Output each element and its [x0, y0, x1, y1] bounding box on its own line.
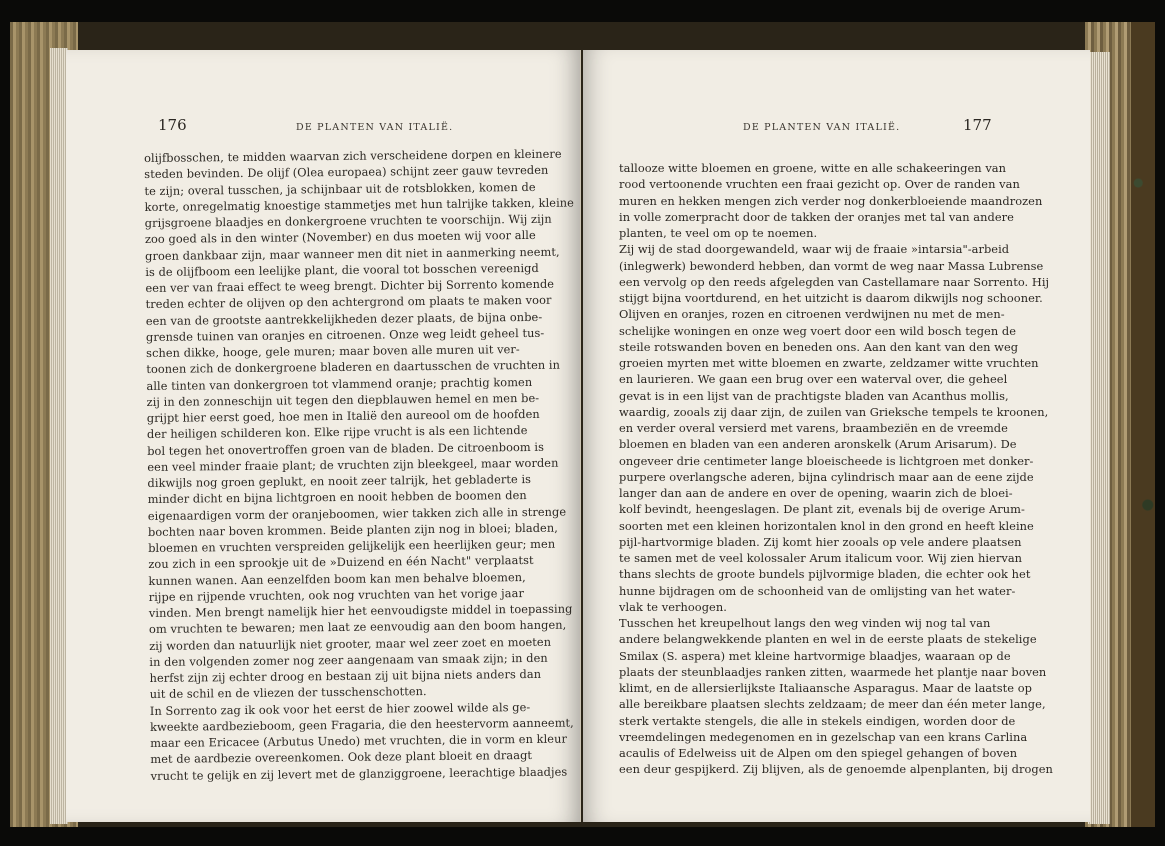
text-line: uit de schil en de vliezen der tusschenschotten.: [149, 684, 427, 702]
text-line: bol tegen het onovertroffen groen van de bladen. De citroenboom is: [147, 439, 545, 458]
text-line: bochten naar boven krommen. Beide planten zijn nog in bloei; bladen,: [147, 520, 558, 539]
text-line: te zijn; overal tusschen, ja schijnbaar uit de rotsblokken, komen de: [144, 179, 536, 198]
text-line: sterk vertakte stengels, die alle in stekels eindigen, worden door de: [619, 713, 1016, 728]
text-line: bloemen en vruchten verspreiden gelijkelijk een heerlijken geur; men: [148, 536, 556, 555]
text-line: kweekte aardbezieboom, geen Fragaria, die den heestervorm aanneemt,: [149, 715, 574, 734]
left-running-head: DE PLANTEN VAN ITALIË.: [296, 122, 454, 133]
text-line: herfst zijn zij echter droog en bestaan zij uit bijna niets anders dan: [149, 666, 542, 685]
text-line: andere belangwekkende planten en wel in de eerste plaats de stekelige: [619, 632, 1037, 647]
text-line: toonen zich de donkergroene bladeren en daartusschen de vruchten in: [146, 357, 561, 377]
text-line: rijpe en rijpende vruchten, ook nog vruchten van het vorige jaar: [148, 585, 524, 604]
text-line: planten, te veel om op te noemen.: [619, 226, 818, 240]
text-line: zoo goed als in den winter (November) en dus moeten wij voor alle: [144, 228, 536, 247]
text-line: en laurieren. We gaan een brug over een waterval over, die geheel: [619, 372, 1008, 387]
text-line: (inlegwerk) bewonderd hebben, dan vormt de weg naar Massa Lubrense: [619, 258, 1044, 273]
text-line: en verder overal versierd met varens, braambeziën en de vreemde: [619, 421, 1008, 435]
text-line: bloemen en bladen van een anderen aronskelk (Arum Arisarum). De: [619, 437, 1017, 452]
text-line: een deur gespijkerd. Zij blijven, als de genoemde alpenplanten, bij drogen: [619, 762, 1053, 777]
text-line: gevat is in een lijst van de prachtigste bladen van Acanthus mollis,: [619, 388, 1009, 403]
text-line: Zij wij de stad doorgewandeld, waar wij de fraaie »intarsia"-arbeid: [619, 242, 1010, 257]
text-line: een van de grootste aantrekkelijkheden dezer plaats, de bijna onbe-: [145, 309, 543, 328]
left-page: [66, 50, 581, 822]
text-line: plaats der steunblaadjes ranken zitten, waarmede het plantje naar boven: [619, 664, 1047, 679]
text-line: grijpt hier eerst goed, hoe men in Italië den aureool om de hoofden: [146, 406, 540, 425]
text-line: maar een Ericacee (Arbutus Unedo) met vruchten, die in vorm en kleur: [150, 731, 568, 750]
right-page: [583, 50, 1090, 822]
text-line: kolf bevindt, heengeslagen. De plant zit, evenals bij de overige Arum-: [619, 502, 1025, 517]
text-line: stijgt bijna voortdurend, en het uitzicht is daarom dikwijls nog schooner.: [619, 291, 1043, 305]
text-line: in volle zomerpracht door de takken der oranjes met tal van andere: [619, 209, 1014, 224]
text-line: dikwijls nog groen geplukt, en nooit zeer talrijk, het gebladerte is: [147, 471, 532, 490]
page-edges-right: [1088, 52, 1110, 824]
text-line: der heiligen schilderen kon. Elke rijpe vrucht is als een lichtende: [146, 423, 528, 442]
left-page-body: [144, 146, 580, 784]
right-page-body: [619, 160, 1053, 778]
text-line: zou zich in een sprookje uit de »Duizend en één Nacht" verplaatst: [148, 553, 534, 572]
text-line: in den volgenden zomer nog zeer aangenaam van smaak zijn; in den: [149, 650, 548, 669]
text-line: In Sorrento zag ik ook voor het eerst de hier zoowel wilde als ge-: [149, 699, 531, 718]
text-line: klimt, en de allersierlijkste Italiaansche Asparagus. Maar de laatste op: [619, 681, 1033, 695]
text-line: zij in den zonneschijn uit tegen den diepblauwen hemel en men be-: [146, 390, 540, 409]
text-line: steile rotswanden boven en beneden ons. Aan den kant van den weg: [619, 339, 1019, 354]
text-line: zij worden dan natuurlijk niet grooter, maar wel zeer zoet en moeten: [149, 634, 552, 653]
text-line: minder dicht en bijna lichtgroen en nooit hebben de boomen den: [147, 488, 527, 507]
text-line: olijfbosschen, te midden waarvan zich verscheidene dorpen en kleinere: [144, 146, 562, 165]
text-line: groen dankbaar zijn, maar wanneer men dit niet in aanmerking neemt,: [145, 244, 560, 263]
text-line: een vervolg op den reeds afgelegden van Castellamare naar Sorrento. Hij: [619, 274, 1050, 289]
text-line: korte, onregelmatig knoestige stammetjes met hun talrijke takken, kleine: [144, 195, 574, 214]
text-line: Tusschen het kreupelhout langs den weg vinden wij nog tal van: [619, 616, 991, 630]
text-line: langer dan aan de andere en over de opening, waarin zich de bloei-: [619, 486, 1013, 500]
book: [10, 22, 1155, 827]
text-line: acaulis of Edelweiss uit de Alpen om den spiegel gehangen of boven: [619, 746, 1018, 760]
right-running-head: DE PLANTEN VAN ITALIË.: [743, 122, 901, 133]
text-line: tallooze witte bloemen en groene, witte en alle schakeeringen van: [619, 161, 1007, 175]
text-line: rood vertoonende vruchten een fraai gezicht op. Over de randen van: [619, 177, 1020, 192]
text-line: kunnen wanen. Aan eenzelfden boom kan men behalve bloemen,: [148, 569, 526, 588]
text-line: met de aardbezie overeenkomen. Ook deze plant bloeit en draagt: [150, 748, 533, 767]
text-line: waardig, zooals zij daar zijn, de zuilen van Grieksche tempels te kroonen,: [619, 404, 1049, 419]
text-line: muren en hekken mengen zich verder nog donkerbloeiende maandrozen: [619, 193, 1043, 208]
text-line: pijl-hartvormige bladen. Zij komt hier zooals op vele andere plaatsen: [619, 534, 1022, 549]
text-line: thans slechts de groote bundels pijlvormige bladen, die echter ook het: [619, 567, 1031, 582]
text-line: vrucht te gelijk en zij levert met de glanziggroene, leerachtige blaadjes: [150, 764, 568, 783]
text-line: hunne bijdragen om de schoonheid van de omlijsting van het water-: [619, 583, 1016, 598]
text-line: vinden. Men brengt namelijk hier het eenvoudigste middel in toepassing: [148, 601, 573, 620]
left-page-number: 176: [158, 116, 187, 134]
text-line: te samen met de veel kolossaler Arum italicum voor. Wij zien hiervan: [619, 551, 1023, 565]
text-line: ongeveer drie centimeter lange bloeischeede is lichtgroen met donker-: [619, 453, 1034, 468]
text-line: purpere overlangsche aderen, bijna cylindrisch maar aan de eene zijde: [619, 469, 1034, 484]
text-line: is de olijfboom een leelijke plant, die vooral tot bosschen vereenigd: [145, 260, 539, 279]
text-line: treden echter de olijven op den achtergrond om plaats te maken voor: [145, 292, 552, 312]
text-line: grijsgroene blaadjes en donkergroene vruchten te voorschijn. Wij zijn: [144, 211, 552, 230]
text-line: vlak te verhoogen.: [619, 599, 727, 614]
text-line: steden bevinden. De olijf (Olea europaea) schijnt zeer gauw tevreden: [144, 163, 549, 182]
text-line: schen dikke, hooge, gele muren; maar boven alle muren uit ver-: [146, 342, 520, 360]
text-line: een ver van fraai effect te weeg brengt. Dichter bij Sorrento komende: [145, 276, 555, 295]
text-line: om vruchten te bewaren; men laat ze eenvoudig aan den boom hangen,: [148, 617, 567, 637]
text-line: groeien myrten met witte bloemen en zwarte, zeldzamer witte vruchten: [619, 356, 1039, 370]
text-line: soorten met een kleinen horizontalen knol in den grond en heeft kleine: [619, 518, 1034, 533]
text-line: grensde tuinen van oranjes en citroenen. Onze weg leidt geheel tus-: [145, 325, 545, 344]
right-page-number: 177: [963, 116, 992, 134]
text-line: Olijven en oranjes, rozen en citroenen verdwijnen nu met de men-: [619, 307, 1005, 322]
text-line: alle bereikbare plaatsen slechts zeldzaam; de meer dan één meter lange,: [619, 697, 1046, 712]
text-line: alle tinten van donkergroen tot vlammend oranje; prachtig komen: [146, 374, 533, 393]
text-line: eigenaardigen vorm der oranjeboomen, wier takken zich alle in strenge: [147, 504, 567, 523]
text-line: Smilax (S. aspera) met kleine hartvormige blaadjes, waaraan op de: [619, 648, 1011, 663]
text-line: schelijke woningen en onze weg voert door een wild bosch tegen de: [619, 323, 1017, 338]
text-line: een veel minder fraaie plant; de vruchten zijn bleekgeel, maar worden: [147, 455, 559, 474]
text-line: vreemdelingen medegenomen en in gezelschap van een krans Carlina: [619, 729, 1028, 744]
